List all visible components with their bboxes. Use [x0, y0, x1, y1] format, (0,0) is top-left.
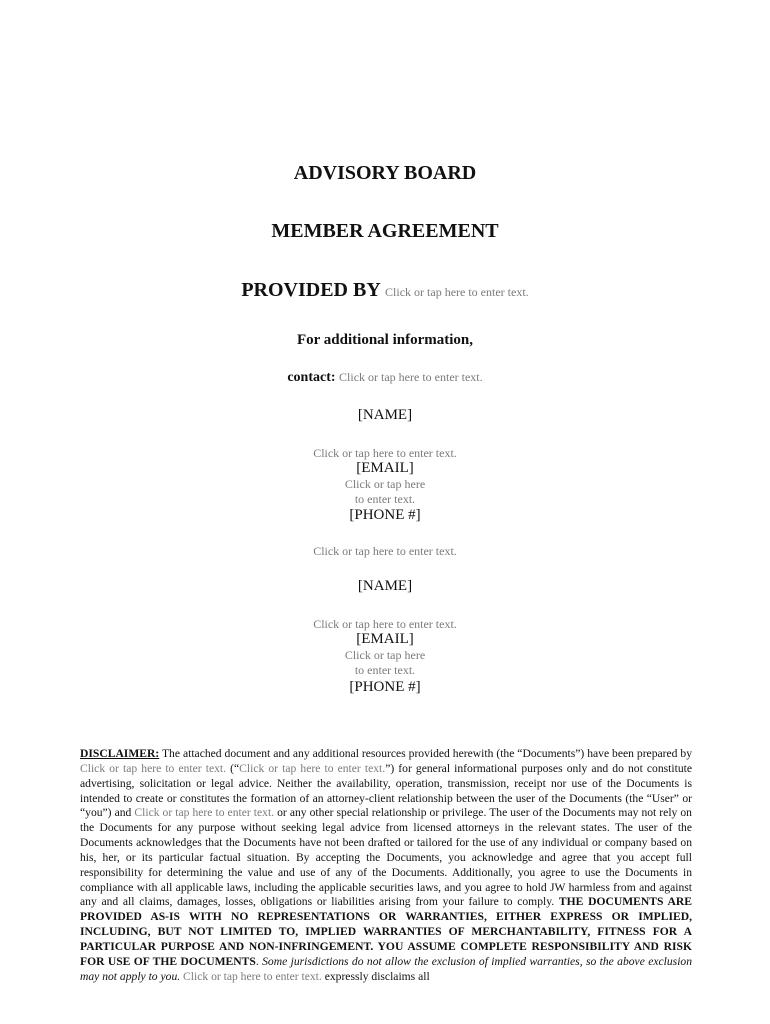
contact-2-name-placeholder[interactable]: Click or tap here to enter text. [313, 617, 457, 631]
additional-info-heading: For additional information, [297, 332, 473, 348]
contact-1-email-placeholder-line2: to enter text. [354, 492, 416, 506]
contact-2-name-label: [NAME] [357, 578, 413, 594]
disclaimer-text-7: expressly disclaims all [321, 969, 430, 983]
disclaimer-text-1: The attached document and any additional resources provided herewith (the “Documents”) have been prepared by [159, 747, 692, 760]
disclaimer-preparer-placeholder[interactable]: Click or tap here to enter text. [80, 761, 227, 775]
contact-2-email-label: [EMAIL] [356, 631, 414, 647]
title-advisory-board: ADVISORY BOARD [293, 162, 477, 184]
disclaimer-text-2: (“ [226, 761, 240, 775]
provided-by-line [0, 279, 770, 302]
contact-label: contact: [287, 370, 336, 385]
disclaimer-party-placeholder[interactable]: Click or tap here to enter text. [134, 806, 275, 820]
contact-1-email-placeholder-line1: Click or tap here [344, 477, 426, 491]
contact-2-phone-label: [PHONE #] [349, 679, 421, 695]
provided-by-label: PROVIDED BY [241, 279, 381, 301]
disclaimer-short-name-placeholder[interactable]: Click or tap here to enter text. [239, 761, 386, 775]
contact-2-email-placeholder[interactable] [335, 648, 435, 678]
disclaimer-paragraph [80, 747, 692, 985]
contact-1-phone-placeholder[interactable]: Click or tap here to enter text. [313, 544, 457, 558]
title-member-agreement: MEMBER AGREEMENT [271, 220, 499, 242]
contact-2-email-placeholder-line1: Click or tap here [344, 648, 426, 662]
disclaimer-heading: DISCLAIMER: [80, 747, 160, 760]
contact-1-name-placeholder[interactable]: Click or tap here to enter text. [313, 446, 457, 460]
disclaimer-warranty-bold: THE DOCUMENTS ARE PROVIDED AS-IS WITH NO REPRESENTATIONS OR WARRANTIES, EITHER EXPRESS OR IMPLIED, INCLUDING, BUT NOT LIMITED TO, IMPLIED WARRANTIES OF MERCHANTABILITY, FITNESS FOR A PARTICULAR PURPOSE AND NON-INFRINGEMENT. YOU ASSUME COMPLETE RESPONSIBILITY AND RISK FOR USE OF THE DOCUMENTS [80, 895, 692, 968]
provider-placeholder[interactable]: Click or tap here to enter text. [385, 285, 529, 299]
disclaimer-text-4: or any other special relationship or privilege. The user of the Documents may not rely on the Documents for any purpose without seeking legal advice from licensed attorneys in the relevant states. The user of the Documents acknowledges that the Documents have not been drafted or tailored for the use of any individual or company based on his, her, or its particular factual situation. By accepting the Documents, you acknowledge and agree that you accept full responsibility for determining the value and use of any of the Documents. Additionally, you agree to use the Documents in compliance with all applicable laws, including the applicable securities laws, and you agree to hold JW harmless from and against any and all claims, damages, losses, obligations or liabilities arising from your failure to comply. [80, 806, 692, 909]
disclaimer-disclaimer-party-placeholder[interactable]: Click or tap here to enter text. [183, 969, 322, 983]
contact-1-email-label: [EMAIL] [356, 460, 414, 476]
contact-2-email-placeholder-line2: to enter text. [354, 663, 416, 677]
contact-1-phone-label: [PHONE #] [349, 507, 421, 523]
contact-1-email-placeholder[interactable] [335, 477, 435, 507]
contact-1-name-label: [NAME] [357, 407, 413, 423]
disclaimer-text-5: . [255, 954, 263, 968]
disclaimer-jurisdiction-italic: Some jurisdictions do not allow the exclusion of implied warranties, so the above exclusion may not apply to you. [80, 954, 693, 983]
contact-placeholder[interactable]: Click or tap here to enter text. [339, 370, 483, 384]
disclaimer-text-3: ”) for general informational purposes only and do not constitute advertising, solicitation or legal advice. Neither the availability, operation, transmission, receipt nor use of the Documents is intended to create or constitutes the formation of an attorney-client relationship between the user of the Documents (the “User” or “you”) and [80, 761, 692, 820]
contact-line [0, 370, 770, 386]
